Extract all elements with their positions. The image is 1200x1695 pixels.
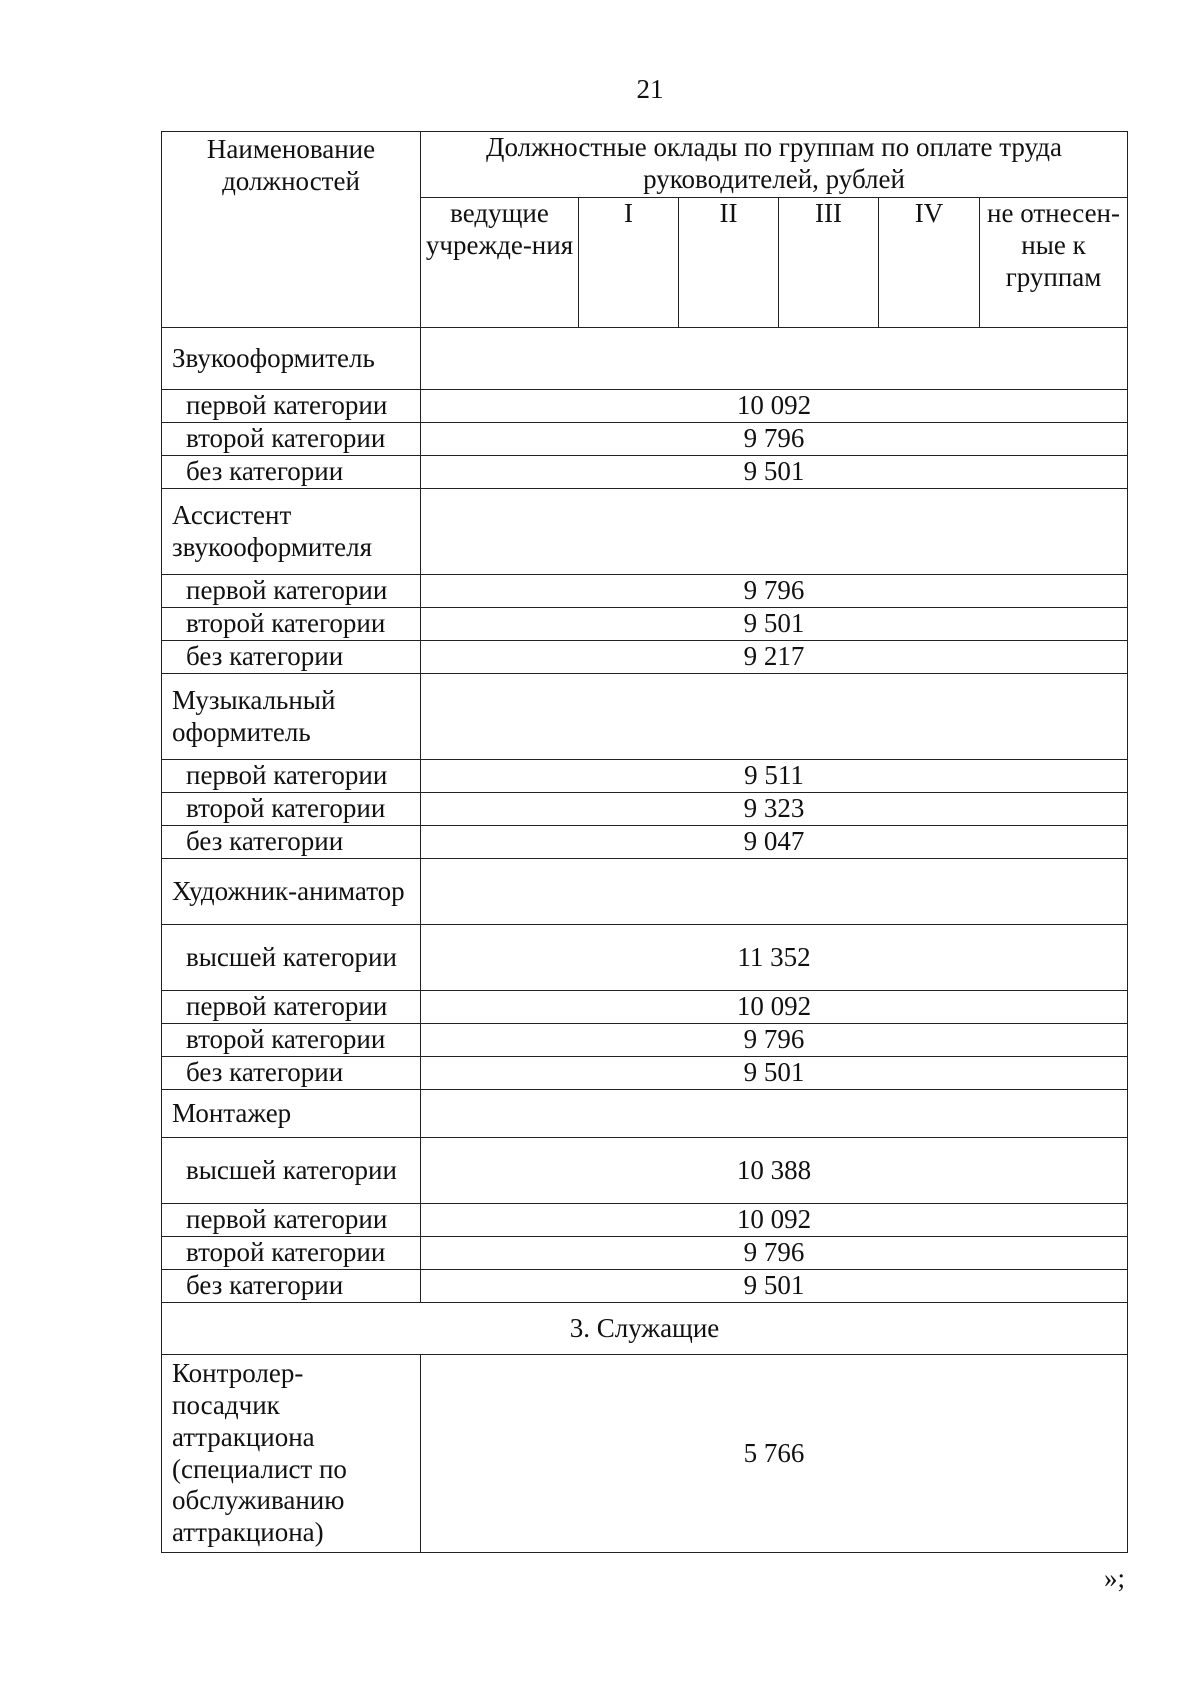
salary-value xyxy=(421,328,1128,390)
category-row xyxy=(162,641,1128,674)
salary-table xyxy=(161,131,1128,1553)
salary-value: 9 796 xyxy=(421,423,1128,456)
category-name: без категории xyxy=(162,1057,421,1090)
category-row xyxy=(162,1138,1128,1204)
category-name: без категории xyxy=(162,641,421,674)
salary-value: 9 796 xyxy=(421,1024,1128,1057)
category-row xyxy=(162,793,1128,826)
salary-value: 9 047 xyxy=(421,826,1128,859)
category-row xyxy=(162,925,1128,991)
category-row xyxy=(162,1237,1128,1270)
category-name: первой категории xyxy=(162,991,421,1024)
header-group-leading: ведущие учрежде-ния xyxy=(421,198,579,328)
header-group-2: II xyxy=(679,198,779,328)
header-position-name: Наименование должностей xyxy=(162,132,421,328)
header-group-3: III xyxy=(779,198,879,328)
salary-value xyxy=(421,489,1128,575)
position-row xyxy=(162,674,1128,760)
salary-value: 9 501 xyxy=(421,608,1128,641)
category-name: первой категории xyxy=(162,1204,421,1237)
salary-value: 9 796 xyxy=(421,1237,1128,1270)
section-row xyxy=(162,1303,1128,1355)
category-name: первой категории xyxy=(162,390,421,423)
category-row xyxy=(162,1057,1128,1090)
salary-value: 11 352 xyxy=(421,925,1128,991)
category-name: второй категории xyxy=(162,1024,421,1057)
salary-value: 10 092 xyxy=(421,390,1128,423)
category-row xyxy=(162,390,1128,423)
page-number: 21 xyxy=(636,74,664,104)
position-row xyxy=(162,489,1128,575)
category-name: второй категории xyxy=(162,1237,421,1270)
header-row-top xyxy=(162,132,1128,198)
salary-value xyxy=(421,859,1128,925)
salary-value: 9 511 xyxy=(421,760,1128,793)
category-row xyxy=(162,575,1128,608)
salary-value: 10 388 xyxy=(421,1138,1128,1204)
position-name: Ассистент звукооформителя xyxy=(162,489,421,575)
position-row xyxy=(162,1090,1128,1138)
salary-value xyxy=(421,674,1128,760)
category-name: первой категории xyxy=(162,575,421,608)
header-group-unassigned: не отнесен-ные к группам xyxy=(980,198,1128,328)
salary-value: 10 092 xyxy=(421,991,1128,1024)
category-row xyxy=(162,1270,1128,1303)
category-name: высшей категории xyxy=(162,925,421,991)
salary-value xyxy=(421,1090,1128,1138)
position-name: Звукооформитель xyxy=(162,328,421,390)
salary-value: 5 766 xyxy=(421,1355,1128,1553)
closing-quote-mark: »; xyxy=(1104,1563,1126,1593)
salary-value: 9 323 xyxy=(421,793,1128,826)
category-name: второй категории xyxy=(162,608,421,641)
category-name: без категории xyxy=(162,1270,421,1303)
salary-value: 9 217 xyxy=(421,641,1128,674)
position-name: Монтажер xyxy=(162,1090,421,1138)
salary-value: 10 092 xyxy=(421,1204,1128,1237)
category-row xyxy=(162,456,1128,489)
category-row xyxy=(162,1024,1128,1057)
category-name: высшей категории xyxy=(162,1138,421,1204)
category-row xyxy=(162,423,1128,456)
category-name: без категории xyxy=(162,456,421,489)
category-row xyxy=(162,826,1128,859)
category-name: первой категории xyxy=(162,760,421,793)
position-row xyxy=(162,859,1128,925)
position-name: Художник-аниматор xyxy=(162,859,421,925)
category-row xyxy=(162,991,1128,1024)
category-row xyxy=(162,760,1128,793)
category-name: второй категории xyxy=(162,423,421,456)
salary-value: 9 796 xyxy=(421,575,1128,608)
header-salary-groups: Должностные оклады по группам по оплате труда руководителей, рублей xyxy=(421,132,1128,198)
position-name: Музыкальный оформитель xyxy=(162,674,421,760)
salary-value: 9 501 xyxy=(421,456,1128,489)
category-row xyxy=(162,608,1128,641)
header-group-4: IV xyxy=(879,198,980,328)
position-name: Контролер-посадчик аттракциона (специалист по обслуживанию аттракциона) xyxy=(162,1355,421,1553)
category-row xyxy=(162,1204,1128,1237)
section-heading: 3. Служащие xyxy=(162,1303,1128,1355)
salary-value: 9 501 xyxy=(421,1270,1128,1303)
header-group-1: I xyxy=(579,198,679,328)
category-name: второй категории xyxy=(162,793,421,826)
position-row xyxy=(162,1355,1128,1553)
position-row xyxy=(162,328,1128,390)
category-name: без категории xyxy=(162,826,421,859)
salary-value: 9 501 xyxy=(421,1057,1128,1090)
